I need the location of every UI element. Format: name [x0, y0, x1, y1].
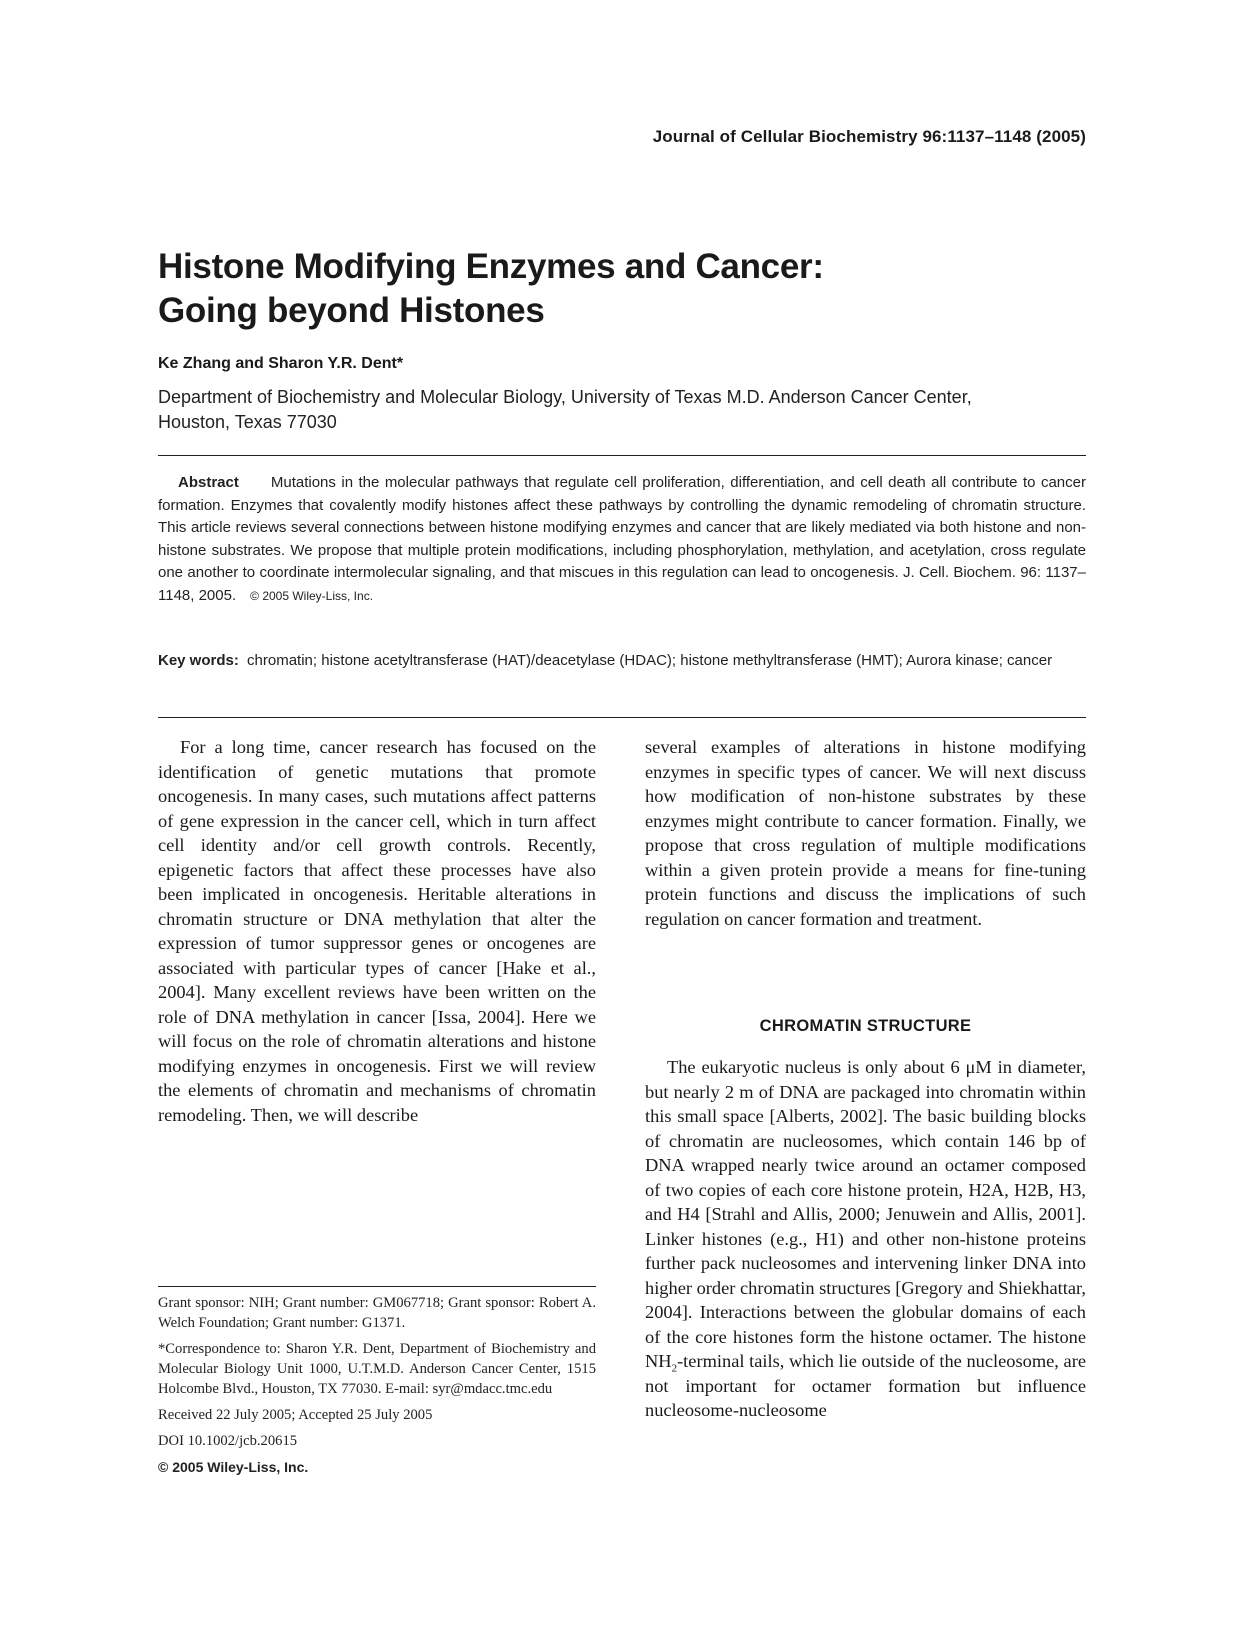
title-line-1: Histone Modifying Enzymes and Cancer:	[158, 247, 824, 286]
chromatin-text-part-2: -terminal tails, which lie outside of the nucleosome, are not important for octamer formation but influence nucleosome-nucleosome	[645, 1351, 1086, 1420]
title-line-2: Going beyond Histones	[158, 291, 545, 330]
footer-copyright: © 2005 Wiley-Liss, Inc.	[158, 1459, 309, 1475]
body-right-column-top	[645, 735, 1086, 931]
received-date: Received 22 July 2005; Accepted 25 July 2005	[158, 1407, 433, 1423]
keywords	[158, 649, 1086, 672]
abstract	[158, 472, 1086, 607]
abstract-label: Abstract	[178, 474, 239, 491]
intro-paragraph: For a long time, cancer research has focused on the identification of genetic mutations that promote oncogenesis. In many cases, such mutations affect patterns of gene expression in the cancer cell, which in turn affect cell identity and/or cell growth controls. Recently, epigenetic factors that affect these processes have also been implicated in oncogenesis. Heritable alterations in chromatin structure or DNA methylation that alter the expression of tumor suppressor genes or oncogenes are associated with particular types of cancer [Hake et al., 2004]. Many excellent reviews have been written on the role of DNA methylation in cancer [Issa, 2004]. Here we will focus on the role of chromatin alterations and histone modifying enzymes in oncogenesis. First we will review the elements of chromatin and mechanisms of chromatin remodeling. Then, we will describe	[158, 737, 596, 1125]
journal-header: Journal of Cellular Biochemistry 96:1137–1148 (2005)	[652, 127, 1086, 146]
footnote-divider	[158, 1286, 596, 1287]
keywords-label: Key words:	[158, 652, 239, 669]
abstract-copyright: © 2005 Wiley-Liss, Inc.	[250, 588, 374, 603]
abstract-text: Mutations in the molecular pathways that regulate cell proliferation, differentiation, and cell death all contribute to cancer formation. Enzymes that covalently modify histones affect these pathways by controlling the dynamic remodeling of chromatin structure. This article reviews several connections between histone modifying enzymes and cancer that are likely mediated via both histone and non-histone substrates. We propose that multiple protein modifications, including phosphorylation, methylation, and acetylation, cross regulate one another to coordinate intermolecular signaling, and that miscues in this regulation can lead to oncogenesis. J. Cell. Biochem. 96: 1137–1148, 2005.	[158, 474, 1086, 604]
footnotes	[158, 1293, 596, 1477]
authors: Ke Zhang and Sharon Y.R. Dent*	[158, 355, 404, 372]
doi: DOI 10.1002/jcb.20615	[158, 1433, 298, 1449]
body-left-column	[158, 735, 596, 1127]
divider-bottom	[158, 717, 1086, 718]
body-right-column-bottom	[645, 1055, 1086, 1423]
chromatin-text-part-1: The eukaryotic nucleus is only about 6 μM in diameter, but nearly 2 m of DNA are packaged into chromatin within this small space [Alberts, 2002]. The basic building blocks of chromatin are nucleosomes, which contain 146 bp of DNA wrapped nearly twice around an octamer composed of two copies of each core histone protein, H2A, H2B, H3, and H4 [Strahl and Allis, 2000; Jenuwein and Allis, 2001]. Linker histones (e.g., H1) and other non-histone proteins further pack nucleosomes and intervening linker DNA into higher order chromatin structures [Gregory and Shiekhattar, 2004]. Interactions between the globular domains of each of the core histones form the histone octamer. The histone NH	[645, 1057, 1086, 1371]
grant-footnote: Grant sponsor: NIH; Grant number: GM067718; Grant sponsor: Robert A. Welch Foundation; Grant number: G1371.	[158, 1295, 596, 1331]
affiliation-line-2: Houston, Texas 77030	[158, 412, 337, 432]
affiliation	[158, 385, 1088, 435]
chromatin-paragraph	[645, 1055, 1086, 1423]
divider-top	[158, 455, 1086, 456]
intro-continuation: several examples of alterations in histone modifying enzymes in specific types of cancer. We will next discuss how modification of non-histone substrates by these enzymes might contribute to cancer formation. Finally, we propose that cross regulation of multiple modifications within a given protein provide a means for fine-tuning protein functions and discuss the implications of such regulation on cancer formation and treatment.	[645, 737, 1086, 929]
section-heading: CHROMATIN STRUCTURE	[759, 1017, 972, 1035]
article-title	[158, 245, 1088, 333]
subscript-2: 2	[671, 1362, 678, 1375]
keywords-text: chromatin; histone acetyltransferase (HAT)/deacetylase (HDAC); histone methyltransferase (HMT); Aurora kinase; cancer	[247, 652, 1053, 669]
affiliation-line-1: Department of Biochemistry and Molecular Biology, University of Texas M.D. Anderson Cancer Center,	[158, 387, 972, 407]
correspondence-footnote: *Correspondence to: Sharon Y.R. Dent, Department of Biochemistry and Molecular Biology Unit 1000, U.T.M.D. Anderson Cancer Center, 1515 Holcombe Blvd., Houston, TX 77030. E-mail: syr@mdacc.tmc.edu	[158, 1341, 596, 1397]
